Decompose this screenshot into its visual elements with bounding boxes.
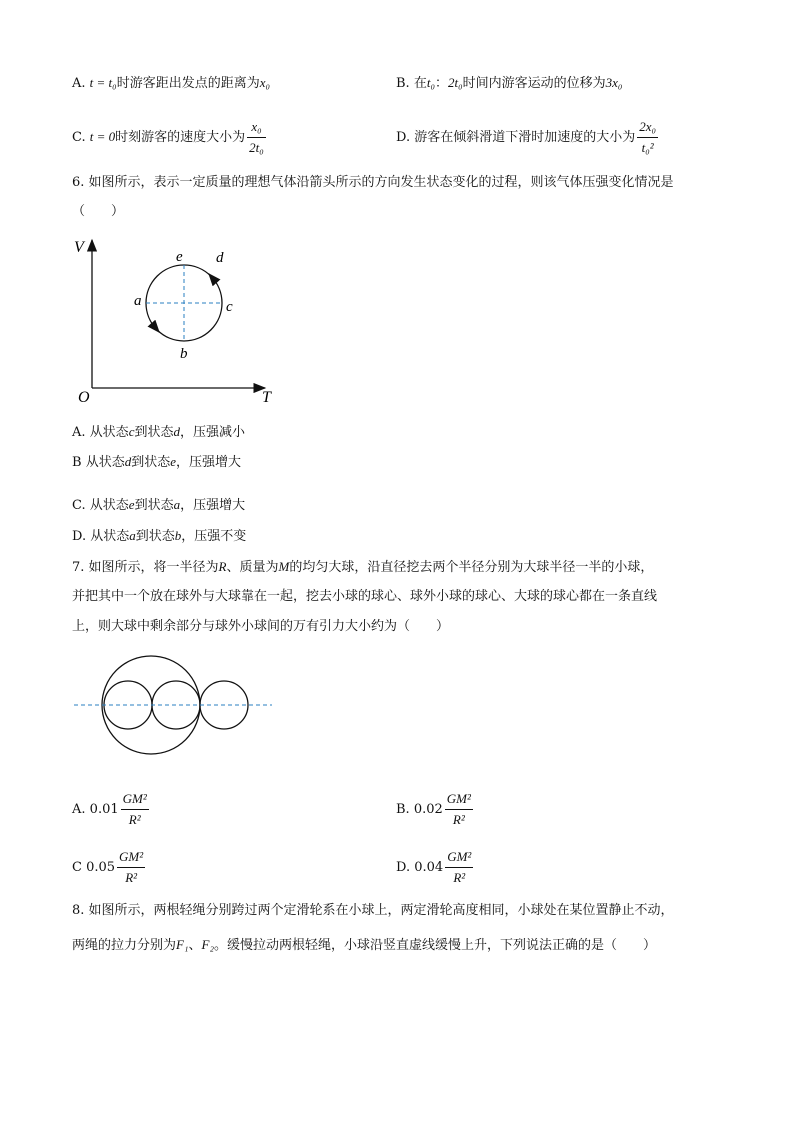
variable: 3x₀	[605, 75, 623, 90]
option-text: 时游客距出发点的距离为	[116, 76, 260, 91]
q6-option-c	[72, 496, 245, 515]
q5-option-b	[396, 74, 622, 93]
denominator: R²	[125, 870, 138, 885]
separator: 、	[188, 938, 202, 953]
direction-arrow-icon	[153, 325, 159, 332]
q5-option-c	[72, 118, 268, 157]
option-letter: C.	[72, 130, 86, 145]
q8-stem-line-1: 8. 如图所示，两根轻绳分别跨过两个定滑轮系在小球上，两定滑轮高度相同，小球处在某位置静止不动，	[72, 903, 674, 918]
state-label: a	[173, 497, 181, 512]
option-letter: D.	[72, 529, 87, 544]
q8-stem-line-2	[72, 936, 656, 955]
formula: t = t₀	[89, 75, 117, 90]
state-a-label: a	[134, 293, 142, 309]
state-c-label: c	[226, 299, 233, 315]
stem-text: 7. 如图所示，将一半径为	[72, 560, 219, 575]
state-label: d	[173, 424, 180, 439]
option-letter: D.	[396, 130, 411, 145]
option-letter: C.	[72, 498, 86, 513]
state-label: e	[170, 454, 177, 469]
q5-option-a	[72, 74, 270, 93]
formula: t = 0	[89, 129, 116, 144]
option-text: 到状态	[134, 425, 174, 440]
numerator: GM²	[117, 848, 145, 868]
numerator: x₀	[247, 118, 266, 138]
option-text: 时刻游客的速度大小为	[115, 130, 246, 145]
fraction	[637, 118, 658, 157]
stem-text: 。缓慢拉动两根轻绳，小球沿竖直虚线缓慢上升，下列说法正确的是（ ）	[213, 938, 656, 953]
coefficient: 0.05	[86, 860, 116, 875]
option-text: 从状态	[89, 498, 129, 513]
q6-option-d	[72, 527, 246, 546]
q7-stem-line-2: 并把其中一个放在球外与大球靠在一起，挖去小球的球心、球外小球的球心、大球的球心都在一条直线	[72, 589, 658, 604]
q7-option-d	[396, 848, 475, 887]
denominator: R²	[452, 812, 465, 827]
option-text: 从状态	[85, 455, 125, 470]
option-letter: B	[72, 455, 82, 470]
option-letter: D.	[396, 860, 411, 875]
separator: ：	[434, 76, 448, 91]
variable: F₂	[201, 937, 214, 952]
stem-text: 两绳的拉力分别为	[72, 938, 177, 953]
fraction	[247, 118, 266, 157]
numerator: 2x₀	[637, 118, 658, 138]
q7-stem-line-1	[72, 558, 653, 577]
state-b-label: b	[180, 346, 188, 362]
t-axis-label: T	[262, 389, 271, 406]
variable: M	[278, 559, 290, 574]
q6-paren: （ ）	[72, 204, 125, 219]
state-d-label: d	[216, 250, 224, 266]
fraction	[121, 790, 149, 829]
option-text: ，压强减小	[179, 425, 245, 440]
variable: x₀	[259, 75, 270, 90]
variable: 2t₀	[448, 75, 463, 90]
q6-figure-vt-diagram	[70, 234, 280, 410]
option-text: 时间内游客运动的位移为	[462, 76, 606, 91]
numerator: GM²	[445, 790, 473, 810]
q7-option-b	[396, 790, 475, 829]
option-letter: C	[72, 860, 82, 875]
option-letter: A.	[72, 425, 86, 440]
option-text: ，压强不变	[181, 529, 247, 544]
option-text: 从状态	[89, 425, 129, 440]
denominator: t₀²	[641, 140, 654, 155]
denominator: R²	[128, 812, 141, 827]
q6-stem: 6. 如图所示，表示一定质量的理想气体沿箭头所示的方向发生状态变化的过程，则该气体压强变化情况是	[72, 175, 674, 190]
state-label: c	[128, 424, 135, 439]
option-letter: A.	[72, 802, 86, 817]
option-letter: B.	[396, 76, 410, 91]
option-text: 游客在倾斜滑道下滑时加速度的大小为	[414, 130, 636, 145]
option-letter: B.	[396, 802, 410, 817]
stem-text: 、质量为	[226, 560, 279, 575]
option-text: 在	[413, 76, 427, 91]
fraction	[445, 848, 473, 887]
coefficient: 0.02	[413, 802, 443, 817]
fraction	[117, 848, 145, 887]
option-text: ，压强增大	[180, 498, 246, 513]
denominator: 2t₀	[249, 140, 264, 155]
state-label: b	[174, 528, 182, 543]
option-text: 从状态	[90, 529, 130, 544]
option-text: 到状态	[135, 529, 175, 544]
coefficient: 0.04	[414, 860, 444, 875]
option-text: ，压强增大	[176, 455, 242, 470]
numerator: GM²	[121, 790, 149, 810]
coefficient: 0.01	[89, 802, 119, 817]
q7-stem-line-3: 上，则大球中剩余部分与球外小球间的万有引力大小约为（ ）	[72, 619, 450, 634]
denominator: R²	[453, 870, 466, 885]
option-text: 到状态	[134, 498, 174, 513]
state-label: d	[124, 454, 132, 469]
variable: t₀	[426, 75, 435, 90]
q6-option-a	[72, 423, 245, 442]
option-letter: A.	[72, 76, 86, 91]
option-text: 到状态	[131, 455, 171, 470]
state-label: a	[129, 528, 136, 543]
origin-label: O	[78, 389, 90, 406]
q7-figure-spheres	[72, 652, 276, 762]
state-label: e	[128, 497, 135, 512]
state-e-label: e	[176, 249, 183, 265]
variable: R	[218, 559, 227, 574]
v-axis-label: V	[74, 239, 84, 256]
variable: F₁	[176, 937, 189, 952]
direction-arrow-icon	[209, 274, 215, 281]
numerator: GM²	[445, 848, 473, 868]
q6-option-b	[72, 453, 241, 472]
stem-text: 的均匀大球，沿直径挖去两个半径分别为大球半径一半的小球，	[289, 560, 654, 575]
q7-option-a	[72, 790, 151, 829]
q7-option-c	[72, 848, 147, 887]
fraction	[445, 790, 473, 829]
q5-option-d	[396, 118, 660, 157]
